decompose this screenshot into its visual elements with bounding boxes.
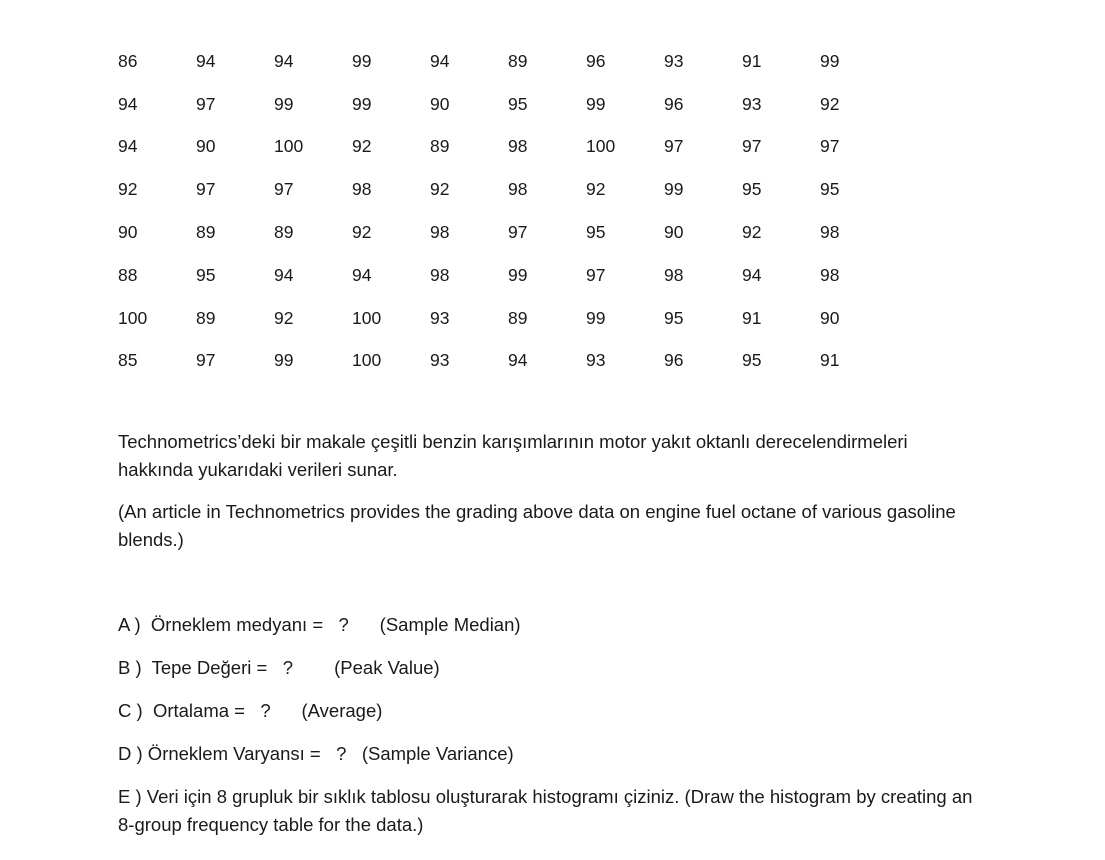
table-cell: 92 — [742, 222, 762, 243]
table-cell: 89 — [508, 50, 528, 71]
table-cell: 94 — [352, 264, 372, 285]
octane-data-table-body — [118, 40, 898, 382]
description-turkish: Technometrics’deki bir makale çeşitli benzin karışımlarının motor yakıt oktanlı derecelendirmeleri hakkında yukarıdaki verileri sunar. — [118, 431, 908, 480]
table-cell: 90 — [820, 307, 840, 328]
table-cell: 99 — [586, 93, 606, 114]
table-cell: 93 — [664, 50, 684, 71]
question-d-sample-variance: D ) Örneklem Varyansı = ? (Sample Variance) — [118, 743, 514, 764]
table-cell: 97 — [274, 179, 294, 200]
table-cell: 98 — [430, 222, 450, 243]
table-cell: 91 — [820, 350, 840, 371]
table-row — [118, 254, 898, 297]
table-cell: 99 — [820, 50, 840, 71]
table-cell: 99 — [274, 350, 294, 371]
table-cell: 89 — [196, 307, 216, 328]
table-cell: 99 — [586, 307, 606, 328]
table-cell: 98 — [664, 264, 684, 285]
table-cell: 95 — [586, 222, 606, 243]
question-b-peak-value: B ) Tepe Değeri = ? (Peak Value) — [118, 657, 440, 678]
table-cell: 92 — [274, 307, 294, 328]
table-cell: 94 — [274, 50, 294, 71]
table-cell: 97 — [196, 350, 216, 371]
table-cell: 100 — [352, 307, 382, 328]
table-cell: 96 — [586, 50, 606, 71]
table-cell: 85 — [118, 350, 138, 371]
table-cell: 90 — [664, 222, 684, 243]
table-cell: 94 — [430, 50, 450, 71]
table-cell: 94 — [196, 50, 216, 71]
table-cell: 90 — [118, 222, 138, 243]
table-cell: 100 — [118, 307, 148, 328]
table-cell: 92 — [820, 93, 840, 114]
table-cell: 89 — [274, 222, 294, 243]
table-cell: 98 — [508, 136, 528, 157]
table-cell: 97 — [820, 136, 840, 157]
table-cell: 96 — [664, 93, 684, 114]
table-row — [118, 83, 898, 126]
table-cell: 95 — [508, 93, 528, 114]
table-cell: 95 — [820, 179, 840, 200]
table-cell: 94 — [118, 93, 138, 114]
table-cell: 95 — [196, 264, 216, 285]
table-row — [118, 126, 898, 169]
table-cell: 95 — [664, 307, 684, 328]
table-cell: 91 — [742, 307, 762, 328]
table-cell: 100 — [586, 136, 616, 157]
description-english: (An article in Technometrics provides the grading above data on engine fuel octane of various gasoline blends.) — [118, 501, 956, 550]
table-cell: 93 — [586, 350, 606, 371]
question-a-sample-median: A ) Örneklem medyanı = ? (Sample Median) — [118, 614, 521, 635]
table-cell: 94 — [274, 264, 294, 285]
table-cell: 97 — [508, 222, 528, 243]
table-cell: 94 — [742, 264, 762, 285]
table-cell: 93 — [430, 350, 450, 371]
table-cell: 98 — [352, 179, 372, 200]
table-cell: 92 — [586, 179, 606, 200]
table-cell: 93 — [430, 307, 450, 328]
octane-data-table — [118, 40, 898, 382]
table-cell: 89 — [430, 136, 450, 157]
table-cell: 99 — [508, 264, 528, 285]
table-cell: 86 — [118, 50, 138, 71]
table-row — [118, 297, 898, 340]
table-cell: 92 — [352, 136, 372, 157]
table-cell: 95 — [742, 350, 762, 371]
table-cell: 99 — [352, 50, 372, 71]
table-cell: 98 — [820, 222, 840, 243]
table-cell: 96 — [664, 350, 684, 371]
table-cell: 99 — [274, 93, 294, 114]
table-cell: 88 — [118, 264, 138, 285]
table-cell: 92 — [430, 179, 450, 200]
table-cell: 99 — [352, 93, 372, 114]
table-cell: 90 — [430, 93, 450, 114]
table-row — [118, 340, 898, 383]
question-c-average: C ) Ortalama = ? (Average) — [118, 700, 383, 721]
table-row — [118, 40, 898, 83]
table-cell: 89 — [196, 222, 216, 243]
table-cell: 100 — [274, 136, 304, 157]
table-cell: 92 — [118, 179, 138, 200]
table-cell: 92 — [352, 222, 372, 243]
table-cell: 97 — [586, 264, 606, 285]
table-cell: 91 — [742, 50, 762, 71]
table-cell: 97 — [196, 179, 216, 200]
table-row — [118, 211, 898, 254]
table-cell: 98 — [430, 264, 450, 285]
table-cell: 97 — [742, 136, 762, 157]
table-cell: 99 — [664, 179, 684, 200]
table-cell: 89 — [508, 307, 528, 328]
table-cell: 98 — [508, 179, 528, 200]
table-cell: 97 — [196, 93, 216, 114]
table-cell: 98 — [820, 264, 840, 285]
table-cell: 90 — [196, 136, 216, 157]
table-cell: 100 — [352, 350, 382, 371]
table-cell: 94 — [508, 350, 528, 371]
table-cell: 97 — [664, 136, 684, 157]
table-cell: 95 — [742, 179, 762, 200]
question-e-histogram: E ) Veri için 8 grupluk bir sıklık tablosu oluşturarak histogramı çiziniz. (Draw the histogram by creating an 8-group frequency table for the data.) — [118, 786, 973, 835]
table-cell: 94 — [118, 136, 138, 157]
table-cell: 93 — [742, 93, 762, 114]
table-row — [118, 168, 898, 211]
